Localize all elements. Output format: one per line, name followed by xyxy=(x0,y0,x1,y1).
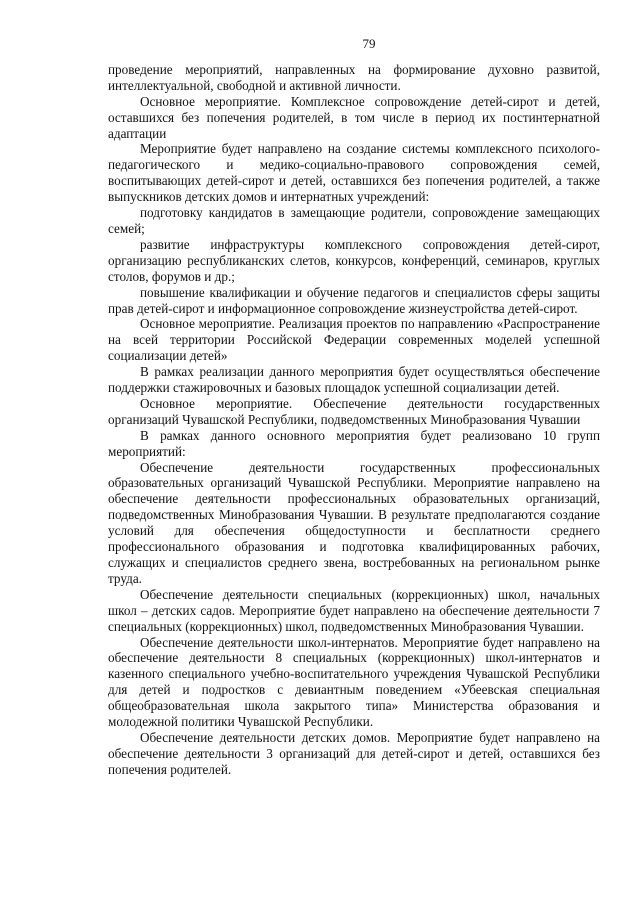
page-number: 79 xyxy=(362,36,376,51)
paragraph-13: Обеспечение деятельности школ-интернатов. Мероприятие будет направлено на обеспечение деятельности 8 специальных (коррекционных) школ-интернатов и казенного специального учебно-воспитательного учреждения Чувашской Республики для детей и подростков с девиантным поведением «Убеевская специальная общеобразовательная школа закрытого типа» Министерства образования и молодежной политики Чувашской Республики. xyxy=(108,634,600,730)
paragraph-3: Мероприятие будет направлено на создание системы комплексного психолого-педагогического и медико-социально-правового сопровождения семей, воспитывающих детей-сирот и детей, оставшихся без попечения родителей, а также выпускников детских домов и интернатных учреждений: xyxy=(108,141,600,205)
paragraph-14: Обеспечение деятельности детских домов. Мероприятие будет направлено на обеспечение деятельности 3 организаций для детей-сирот и детей, оставшихся без попечения родителей. xyxy=(108,729,600,777)
paragraph-10: В рамках данного основного мероприятия будет реализовано 10 групп мероприятий: xyxy=(108,427,600,459)
paragraph-4: подготовку кандидатов в замещающие родители, сопровождение замещающих семей; xyxy=(108,205,600,236)
paragraph-9: Основное мероприятие. Обеспечение деятельности государственных организаций Чувашской Республики, подведомственных Минобразования Чувашии xyxy=(108,395,600,427)
paragraph-2: Основное мероприятие. Комплексное сопровождение детей-сирот и детей, оставшихся без попечения родителей, в том числе в период их постинтернатной адаптации xyxy=(108,93,600,141)
paragraph-12: Обеспечение деятельности специальных (коррекционных) школ, начальных школ – детских садов. Мероприятие будет направлено на обеспечение деятельности 7 специальных (коррекционных) школ, подведомственных Минобразования Чувашии. xyxy=(108,586,600,634)
paragraph-6: повышение квалификации и обучение педагогов и специалистов сферы защиты прав детей-сирот и информационное сопровождение жизнеустройства детей-сирот. xyxy=(108,284,600,316)
paragraph-5: развитие инфраструктуры комплексного сопровождения детей-сирот, организацию республиканских слетов, конкурсов, конференций, семинаров, круглых столов, форумов и др.; xyxy=(108,236,600,284)
paragraph-1: проведение мероприятий, направленных на формирование духовно развитой, интеллектуальной, свободной и активной личности. xyxy=(108,61,600,93)
paragraph-7: Основное мероприятие. Реализация проектов по направлению «Распространение на всей территории Российской Федерации современных моделей успешной социализации детей» xyxy=(108,316,600,364)
paragraph-11: Обеспечение деятельности государственных профессиональных образовательных организаций Чувашской Республики. Мероприятие направлено на обеспечение деятельности профессиональных образовательных организаций, подведомственных Минобразования Чувашии. В результате предполагаются создание условий для обеспечения общедоступности и бесплатности среднего профессионального образования и подготовка квалифицированных рабочих, служащих и специалистов среднего звена, востребованных на региональном рынке труда. xyxy=(108,459,600,586)
paragraph-8: В рамках реализации данного мероприятия будет осуществляться обеспечение поддержки стажировочных и базовых площадок успешной социализации детей. xyxy=(108,364,600,396)
